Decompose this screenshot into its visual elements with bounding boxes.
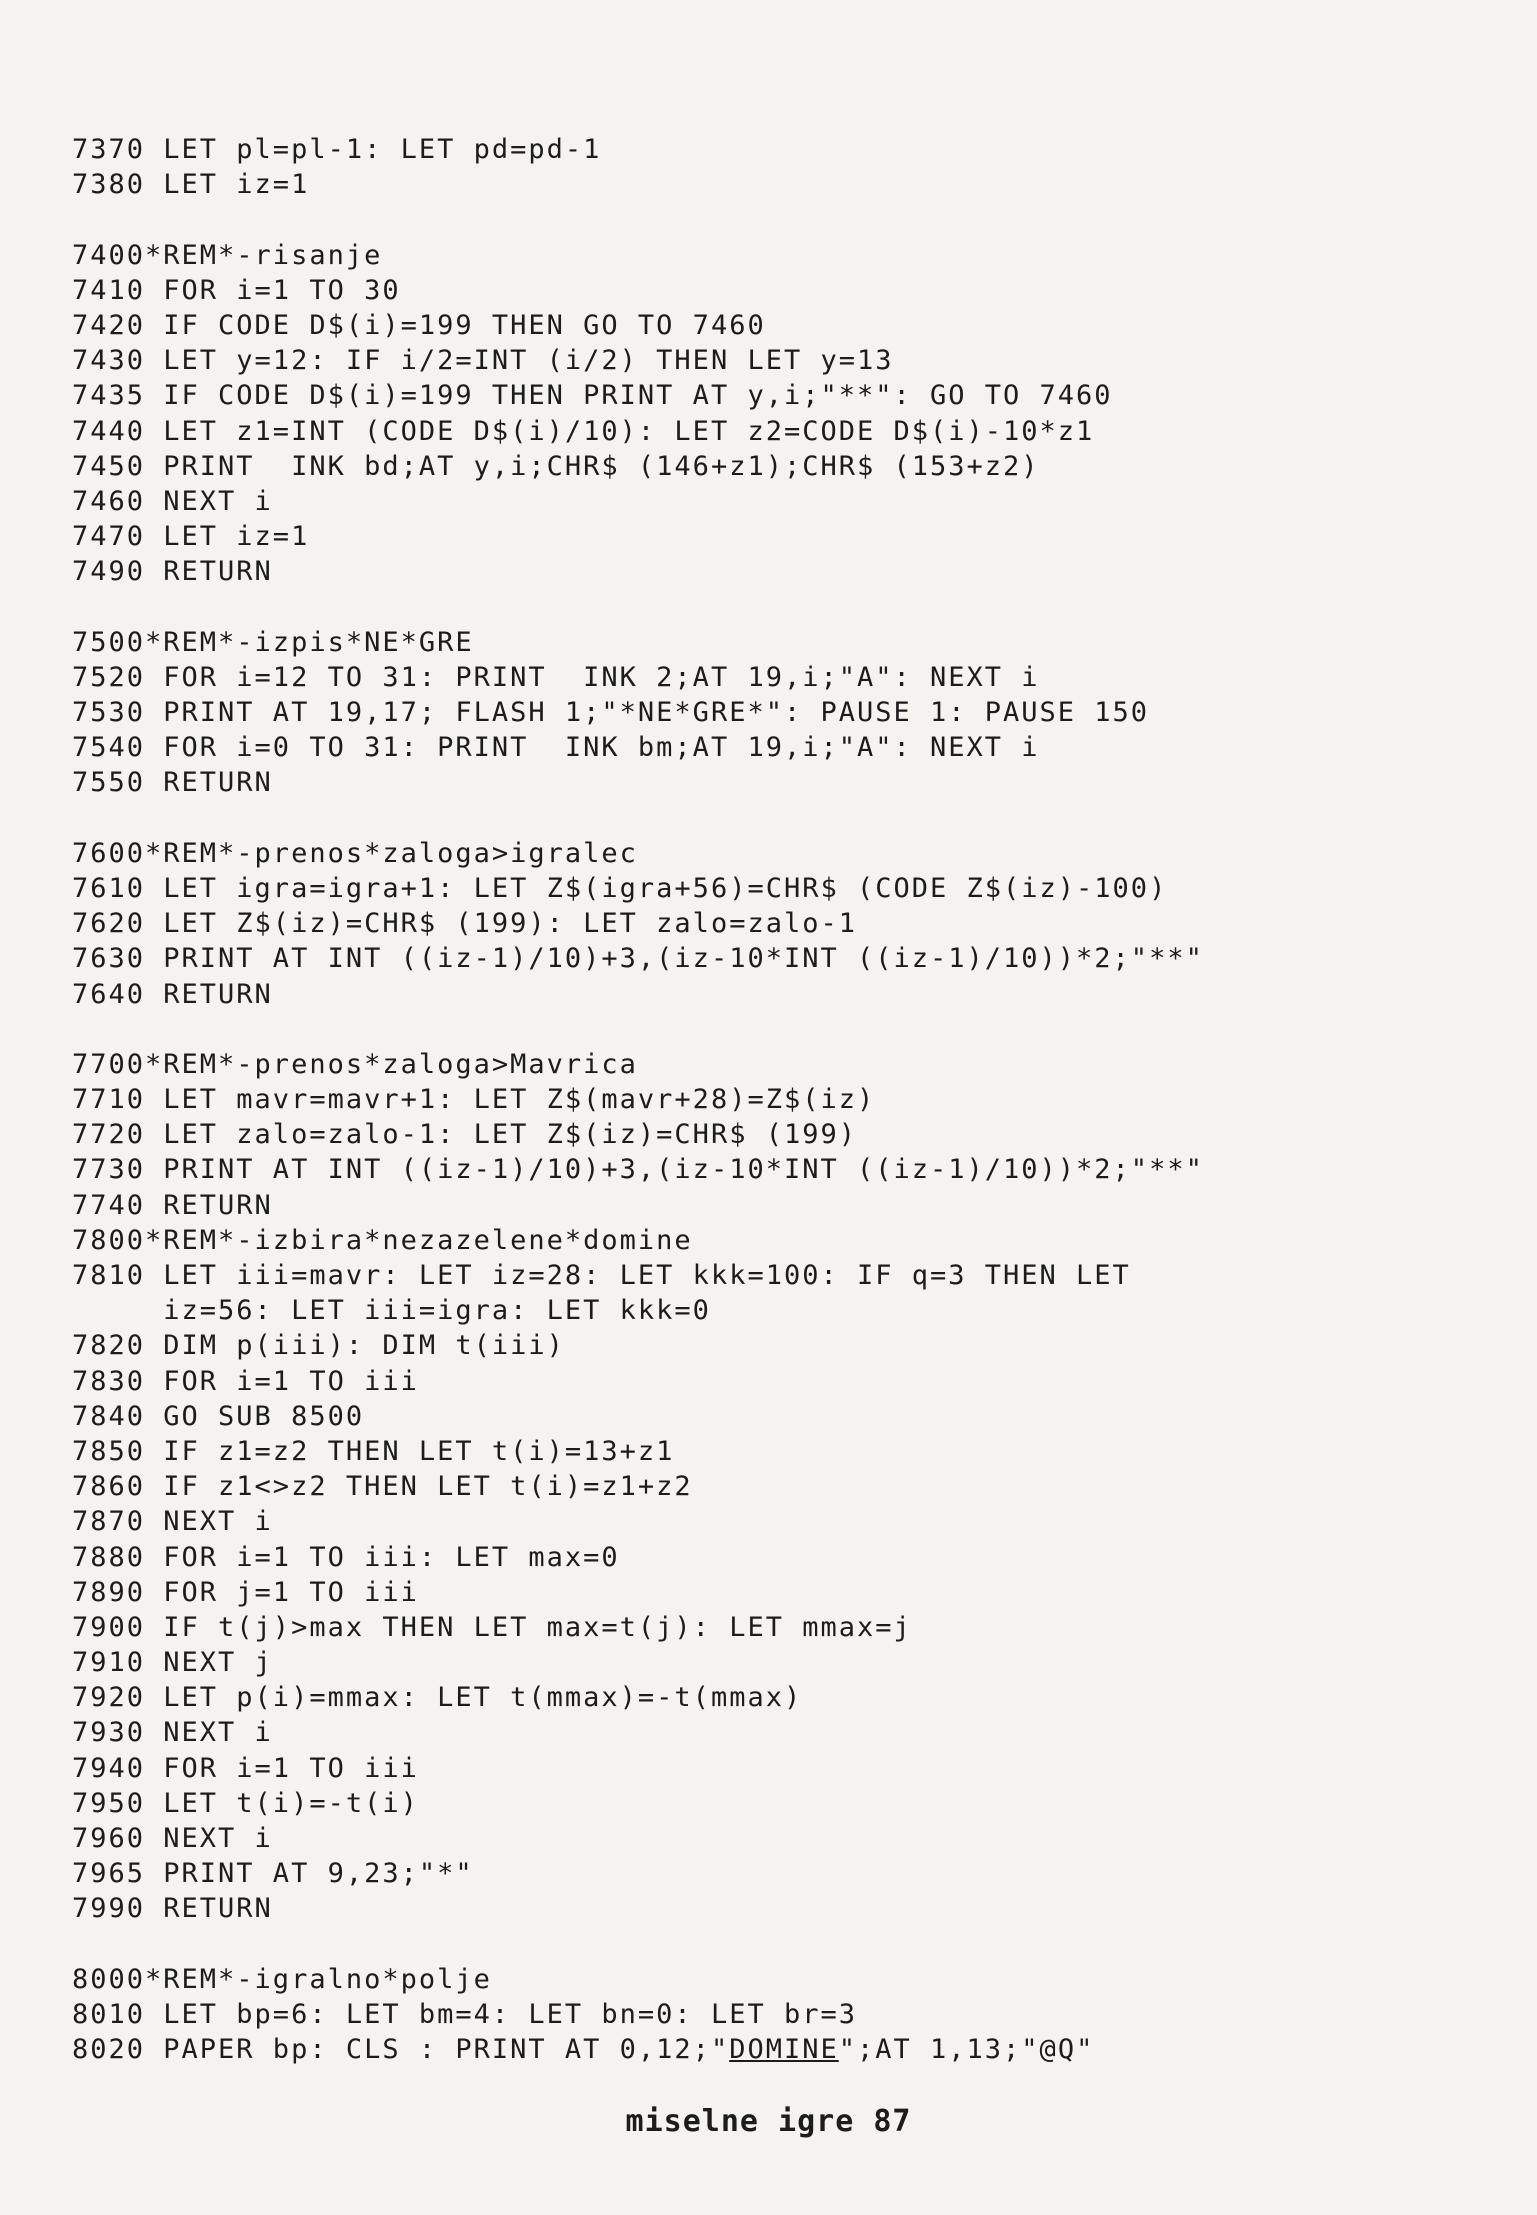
code-line: 7965 PRINT AT 9,23;"*" [72, 1858, 474, 1890]
code-line-prefix: 8020 PAPER bp: CLS : PRINT AT 0,12;" [72, 2034, 730, 2066]
code-line: 7880 FOR i=1 TO iii: LET max=0 [72, 1541, 620, 1573]
code-line-suffix: ";AT 1,13;"@Q" [838, 2034, 1095, 2066]
code-line: 7470 LET iz=1 [72, 521, 310, 553]
code-line: 7410 FOR i=1 TO 30 [72, 274, 401, 306]
code-line: 7730 PRINT AT INT ((iz-1)/10)+3,(iz-10*INT ((iz-1)/10))*2;"**" [72, 1154, 1204, 1186]
blank-line [72, 1927, 1472, 1962]
code-line: 7540 FOR i=0 TO 31: PRINT INK bm;AT 19,i;"A": NEXT i [72, 732, 1040, 764]
code-line: 7910 NEXT j [72, 1647, 273, 1679]
code-line-underlined: DOMINE [729, 2034, 839, 2066]
code-line: 7930 NEXT i [72, 1717, 273, 1749]
code-line: 7460 NEXT i [72, 485, 273, 517]
code-line: 7530 PRINT AT 19,17; FLASH 1;"*NE*GRE*": PAUSE 1: PAUSE 150 [72, 697, 1150, 728]
code-line: 8000*REM*-igralno*polje [72, 1963, 492, 1995]
code-line: 7830 FOR i=1 TO iii [72, 1365, 419, 1397]
code-line: 7630 PRINT AT INT ((iz-1)/10)+3,(iz-10*INT ((iz-1)/10))*2;"**" [72, 943, 1204, 975]
code-line: iz=56: LET iii=igra: LET kkk=0 [72, 1295, 711, 1327]
page-footer: miselne igre 87 [625, 2104, 912, 2139]
code-line: 7870 NEXT i [72, 1506, 273, 1538]
code-line: 7800*REM*-izbira*nezazelene*domine [72, 1224, 693, 1256]
code-line: 7420 IF CODE D$(i)=199 THEN GO TO 7460 [72, 309, 766, 341]
blank-line [72, 589, 1472, 624]
code-line: 7490 RETURN [72, 556, 273, 588]
code-line: 7990 RETURN [72, 1893, 273, 1925]
code-line: 7900 IF t(j)>max THEN LET max=t(j): LET mmax=j [72, 1611, 912, 1643]
code-line: 7700*REM*-prenos*zaloga>Mavrica [72, 1048, 638, 1080]
code-line: 7380 LET iz=1 [72, 169, 310, 201]
code-line: 7450 PRINT INK bd;AT y,i;CHR$ (146+z1);CHR$ (153+z2) [72, 450, 1040, 482]
code-line: 7720 LET zalo=zalo-1: LET Z$(iz)=CHR$ (199) [72, 1119, 857, 1151]
basic-program-listing [72, 132, 1472, 2067]
code-line: 7960 NEXT i [72, 1823, 273, 1854]
code-line: 7550 RETURN [72, 767, 273, 799]
code-line [72, 2032, 1472, 2067]
code-line: 7440 LET z1=INT (CODE D$(i)/10): LET z2=CODE D$(i)-10*z1 [72, 415, 1095, 447]
code-line: 7370 LET pl=pl-1: LET pd=pd-1 [72, 134, 602, 165]
blank-line [72, 1012, 1472, 1047]
code-line: 7820 DIM p(iii): DIM t(iii) [72, 1330, 565, 1362]
code-line: 7520 FOR i=12 TO 31: PRINT INK 2;AT 19,i;"A": NEXT i [72, 661, 1040, 693]
code-line: 7950 LET t(i)=-t(i) [72, 1787, 419, 1819]
code-line: 7850 IF z1=z2 THEN LET t(i)=13+z1 [72, 1435, 675, 1467]
code-line: 7620 LET Z$(iz)=CHR$ (199): LET zalo=zalo-1 [72, 908, 857, 940]
code-line: 7640 RETURN [72, 978, 273, 1010]
code-line: 7610 LET igra=igra+1: LET Z$(igra+56)=CHR$ (CODE Z$(iz)-100) [72, 872, 1168, 904]
code-line: 7840 GO SUB 8500 [72, 1400, 365, 1432]
code-line: 7710 LET mavr=mavr+1: LET Z$(mavr+28)=Z$(iz) [72, 1084, 876, 1116]
code-line: 7810 LET iii=mavr: LET iz=28: LET kkk=100: IF q=3 THEN LET [72, 1260, 1131, 1291]
code-line: 7890 FOR j=1 TO iii [72, 1576, 419, 1608]
code-line: 7435 IF CODE D$(i)=199 THEN PRINT AT y,i;"**": GO TO 7460 [72, 380, 1113, 412]
code-line: 7430 LET y=12: IF i/2=INT (i/2) THEN LET y=13 [72, 345, 894, 377]
code-line: 7400*REM*-risanje [72, 239, 383, 271]
code-line: 7500*REM*-izpis*NE*GRE [72, 626, 474, 658]
code-line: 8010 LET bp=6: LET bm=4: LET bn=0: LET br=3 [72, 1998, 857, 2030]
code-line: 7740 RETURN [72, 1189, 273, 1221]
code-line: 7860 IF z1<>z2 THEN LET t(i)=z1+z2 [72, 1471, 693, 1503]
code-line: 7920 LET p(i)=mmax: LET t(mmax)=-t(mmax) [72, 1682, 803, 1714]
blank-line [72, 801, 1472, 836]
blank-line [72, 202, 1472, 237]
code-line: 7600*REM*-prenos*zaloga>igralec [72, 837, 638, 869]
code-line: 7940 FOR i=1 TO iii [72, 1752, 419, 1784]
